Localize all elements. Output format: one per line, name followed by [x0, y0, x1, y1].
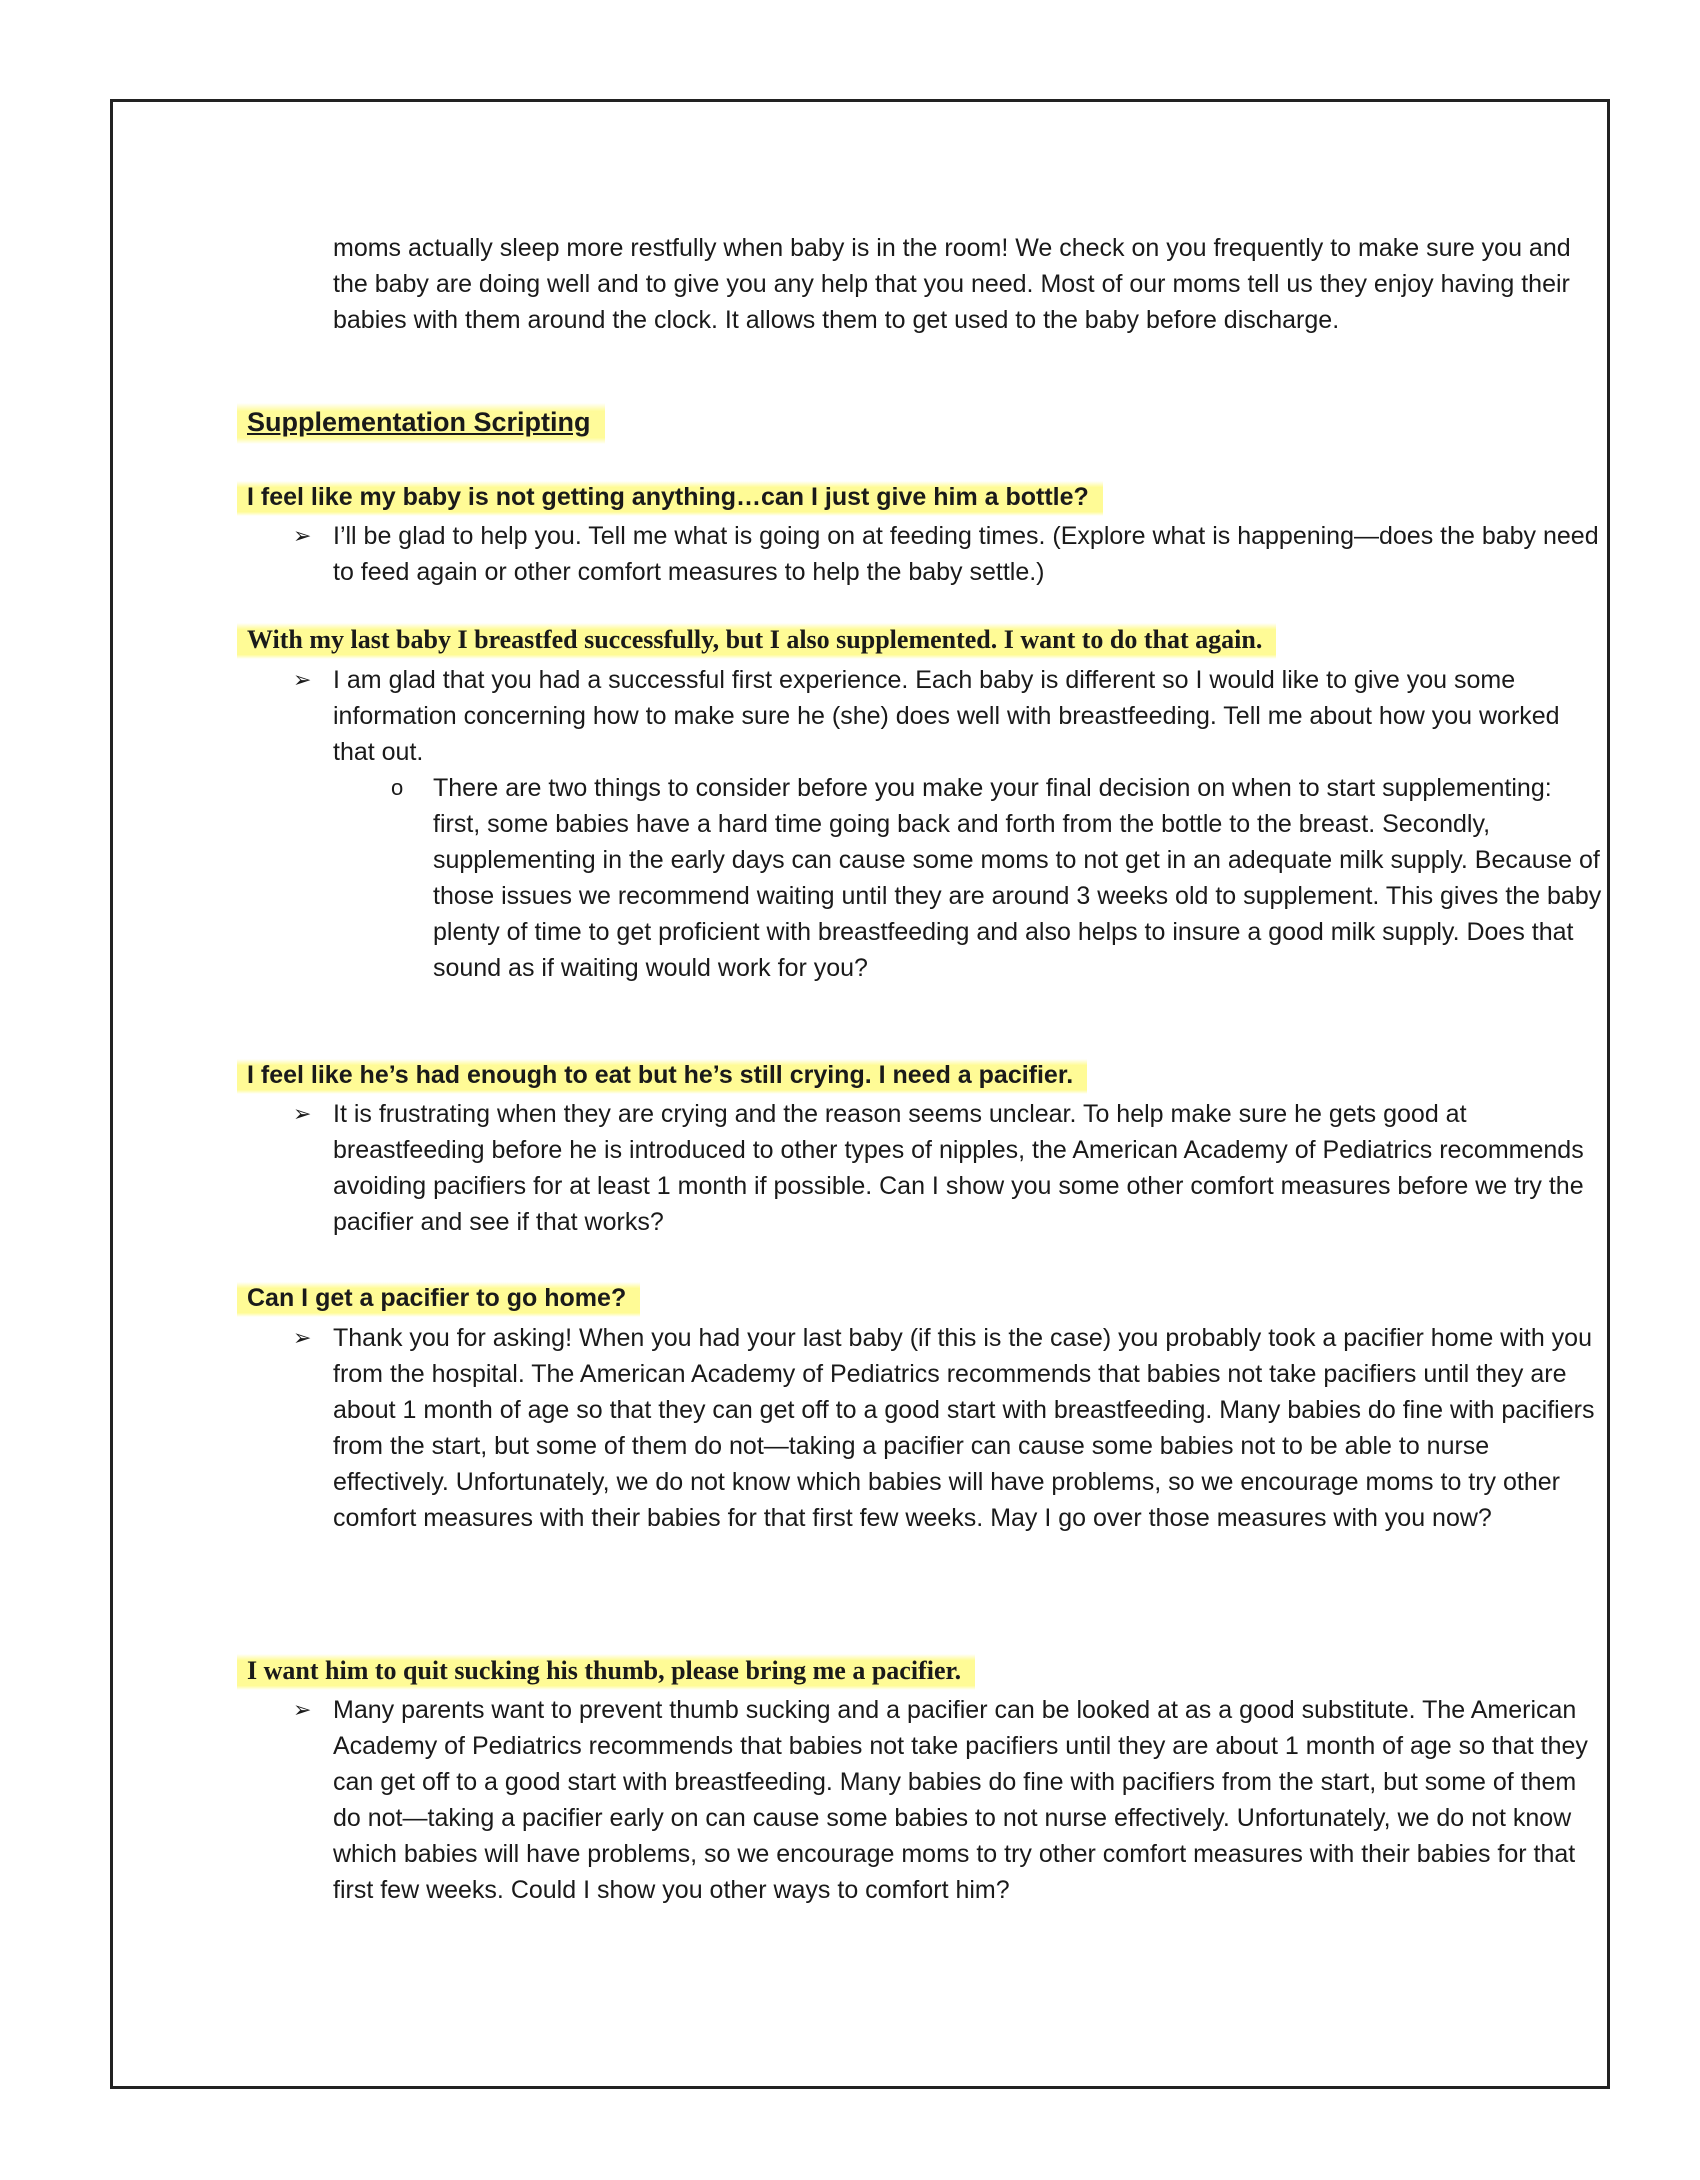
- question-5: I want him to quit sucking his thumb, please bring me a pacifier.: [237, 1654, 975, 1690]
- question-2: With my last baby I breastfed successfully, but I also supplemented. I want to do that again.: [237, 623, 1276, 659]
- sub-answer-2: [383, 770, 1603, 986]
- answer-4: [283, 1320, 1603, 1536]
- document-page: [110, 99, 1610, 2089]
- answer-5: [283, 1692, 1603, 1908]
- section-title: Supplementation Scripting: [237, 403, 605, 444]
- page-content: [113, 102, 1607, 2086]
- question-1: I feel like my baby is not getting anything…can I just give him a bottle?: [237, 481, 1103, 516]
- sub-answer-2-text: There are two things to consider before you make your final decision on when to start supplementing: first, some babies have a hard time going back and forth from the bottle to the breast. Secondly, supplementing in the early days can cause some moms to not get in an adequate milk supply. Because of those issues we recommend waiting until they are around 3 weeks old to supplement. This gives the baby plenty of time to get proficient with breastfeeding and also helps to insure a good milk supply. Does that sound as if waiting would work for you?: [433, 774, 1602, 982]
- question-3: I feel like he’s had enough to eat but he’s still crying. I need a pacifier.: [237, 1059, 1087, 1094]
- answer-4-text: Thank you for asking! When you had your last baby (if this is the case) you probably took a pacifier home with you from the hospital. The American Academy of Pediatrics recommends that babies not take pacifiers until they are about 1 month of age so that they can get off to a good start with breastfeeding. Many babies do fine with pacifiers from the start, but some of them do not—taking a pacifier can cause some babies not to be able to nurse effectively. Unfortunately, we do not know which babies will have problems, so we encourage moms to try other comfort measures with their babies for that first few weeks. May I go over those measures with you now?: [333, 1324, 1595, 1532]
- answer-1-text: I’ll be glad to help you. Tell me what is going on at feeding times. (Explore what is happening—does the baby need to feed again or other comfort measures to help the baby settle.): [333, 522, 1599, 586]
- arrow-bullet-icon: ➢: [293, 1101, 312, 1126]
- arrow-bullet-icon: ➢: [293, 1325, 312, 1350]
- question-4: Can I get a pacifier to go home?: [237, 1282, 640, 1317]
- arrow-bullet-icon: ➢: [293, 667, 312, 692]
- answer-5-text: Many parents want to prevent thumb sucking and a pacifier can be looked at as a good substitute. The American Academy of Pediatrics recommends that babies not take pacifiers until they are about 1 month of age so that they can get off to a good start with breastfeeding. Many babies do fine with pacifiers from the start, but some of them do not—taking a pacifier early on can cause some babies to not nurse effectively. Unfortunately, we do not know which babies will have problems, so we encourage moms to try other comfort measures with their babies for that first few weeks. Could I show you other ways to comfort him?: [333, 1696, 1588, 1904]
- arrow-bullet-icon: ➢: [293, 1697, 312, 1722]
- arrow-bullet-icon: ➢: [293, 523, 312, 548]
- answer-3: [283, 1096, 1603, 1240]
- answer-3-text: It is frustrating when they are crying and the reason seems unclear. To help make sure he gets good at breastfeeding before he is introduced to other types of nipples, the American Academy of Pediatrics recommends avoiding pacifiers for at least 1 month if possible. Can I show you some other comfort measures before we try the pacifier and see if that works?: [333, 1100, 1584, 1236]
- answer-2-text: I am glad that you had a successful first experience. Each baby is different so I would like to give you some information concerning how to make sure he (she) does well with breastfeeding. Tell me about how you worked that out.: [333, 666, 1560, 766]
- circle-bullet-icon: o: [391, 775, 404, 800]
- answer-2: [283, 662, 1603, 770]
- intro-paragraph: moms actually sleep more restfully when baby is in the room! We check on you frequently to make sure you and the baby are doing well and to give you any help that you need. Most of our moms tell us they enjoy having their babies with them around the clock. It allows them to get used to the baby before discharge.: [333, 234, 1571, 334]
- answer-1: [283, 518, 1603, 590]
